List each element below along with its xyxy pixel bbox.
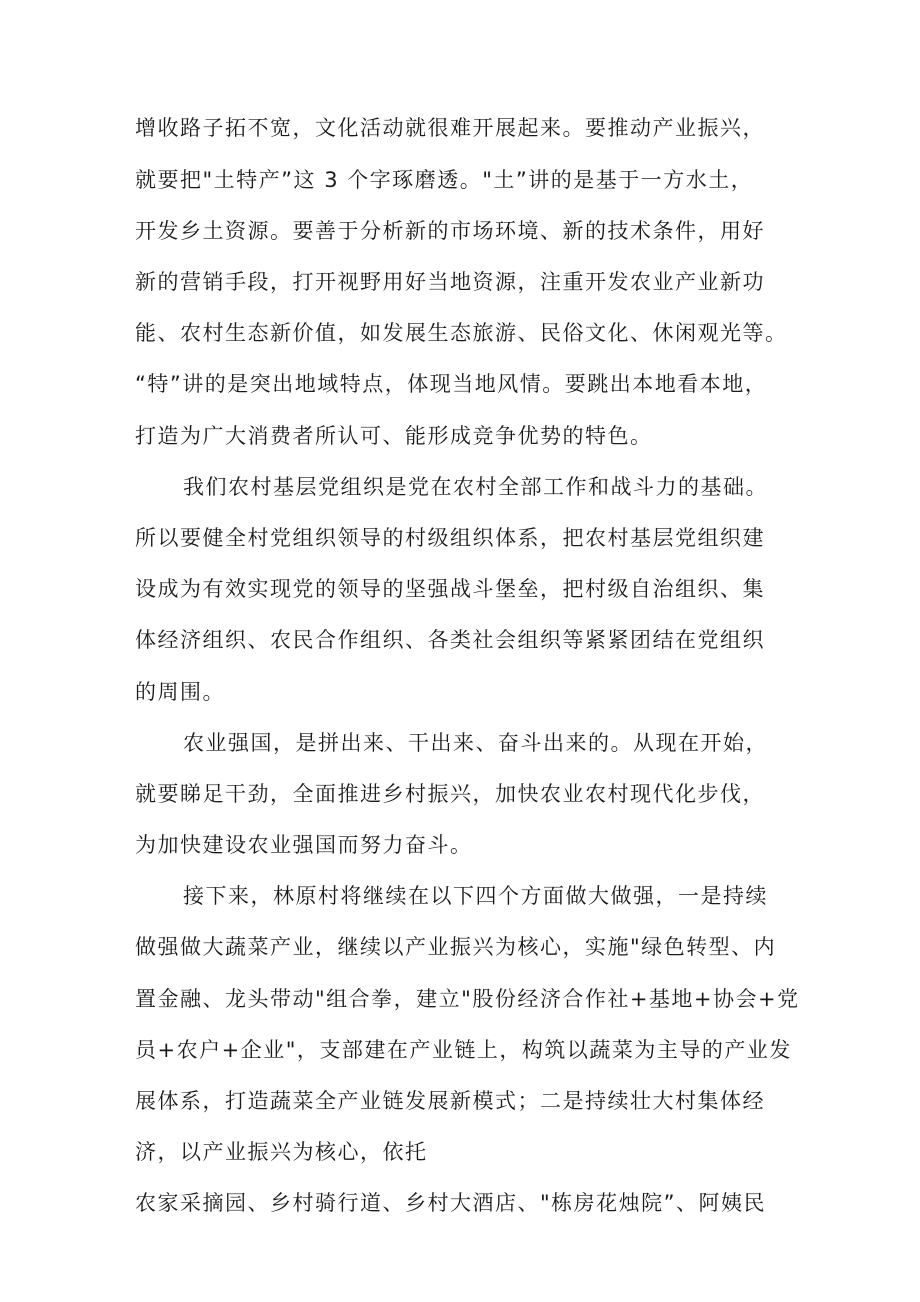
text-line: 做强做大蔬菜产业，继续以产业振兴为核心，实施"绿色转型、内 (135, 935, 777, 959)
text-line: 增收路子拓不宽，文化活动就很难开展起来。要推动产业振兴， (135, 116, 765, 140)
text-line: 体经济组织、农民合作组织、各类社会组织等紧紧团结在党组织 (135, 628, 765, 652)
text-line: 就要把"土特产”这 3 个字琢磨透。"土”讲的是基于一方水土， (135, 168, 754, 192)
text-line: 为加快建设农业强国而努力奋斗。 (135, 833, 473, 857)
paragraph-first-line: 农业强国，是拼出来、干出来、奋斗出来的。从现在开始， (183, 731, 768, 755)
text-line: 打造为广大消费者所认可、能形成竞争优势的特色。 (135, 424, 653, 448)
text-line: 就要睇足干劲，全面推进乡村振兴，加快农业农村现代化步伐， (135, 782, 765, 806)
text-line: 所以要健全村党组织领导的村级组织体系，把农村基层党组织建 (135, 526, 765, 550)
text-line: “特”讲的是突出地域特点，体现当地风情。要跳出本地看本地， (135, 372, 768, 396)
text-line: 新的营销手段，打开视野用好当地资源，注重开发农业产业新功 (135, 270, 765, 294)
text-line: 济，以产业振兴为核心，依托 (135, 1140, 428, 1164)
text-line: 员+农户+企业"，支部建在产业链上，构筑以蔬菜为主导的产业发 (135, 1038, 792, 1062)
text-line: 开发乡土资源。要善于分析新的市场环境、新的技术条件，用好 (135, 219, 765, 243)
paragraph-first-line: 接下来，林原村将继续在以下四个方面做大做强，一是持续 (183, 884, 768, 908)
paragraph-first-line: 我们农村基层党组织是党在农村全部工作和战斗力的基础。 (183, 475, 768, 499)
text-line: 展体系，打造蔬菜全产业链发展新模式；二是持续壮大村集体经 (135, 1089, 765, 1113)
text-line: 农家采摘园、乡村骑行道、乡村大酒店、"栋房花烛院”、阿姨民 (135, 1191, 767, 1215)
text-line: 设成为有效实现党的领导的坚强战斗堡垒，把村级自治组织、集 (135, 577, 765, 601)
text-line: 的周围。 (135, 680, 225, 704)
text-line: 能、农村生态新价值，如发展生态旅游、民俗文化、休闲观光等。 (135, 321, 788, 345)
text-line: 置金融、龙头带动"组合拳，建立"股份经济合作社+基地+协会+党 (135, 987, 800, 1011)
